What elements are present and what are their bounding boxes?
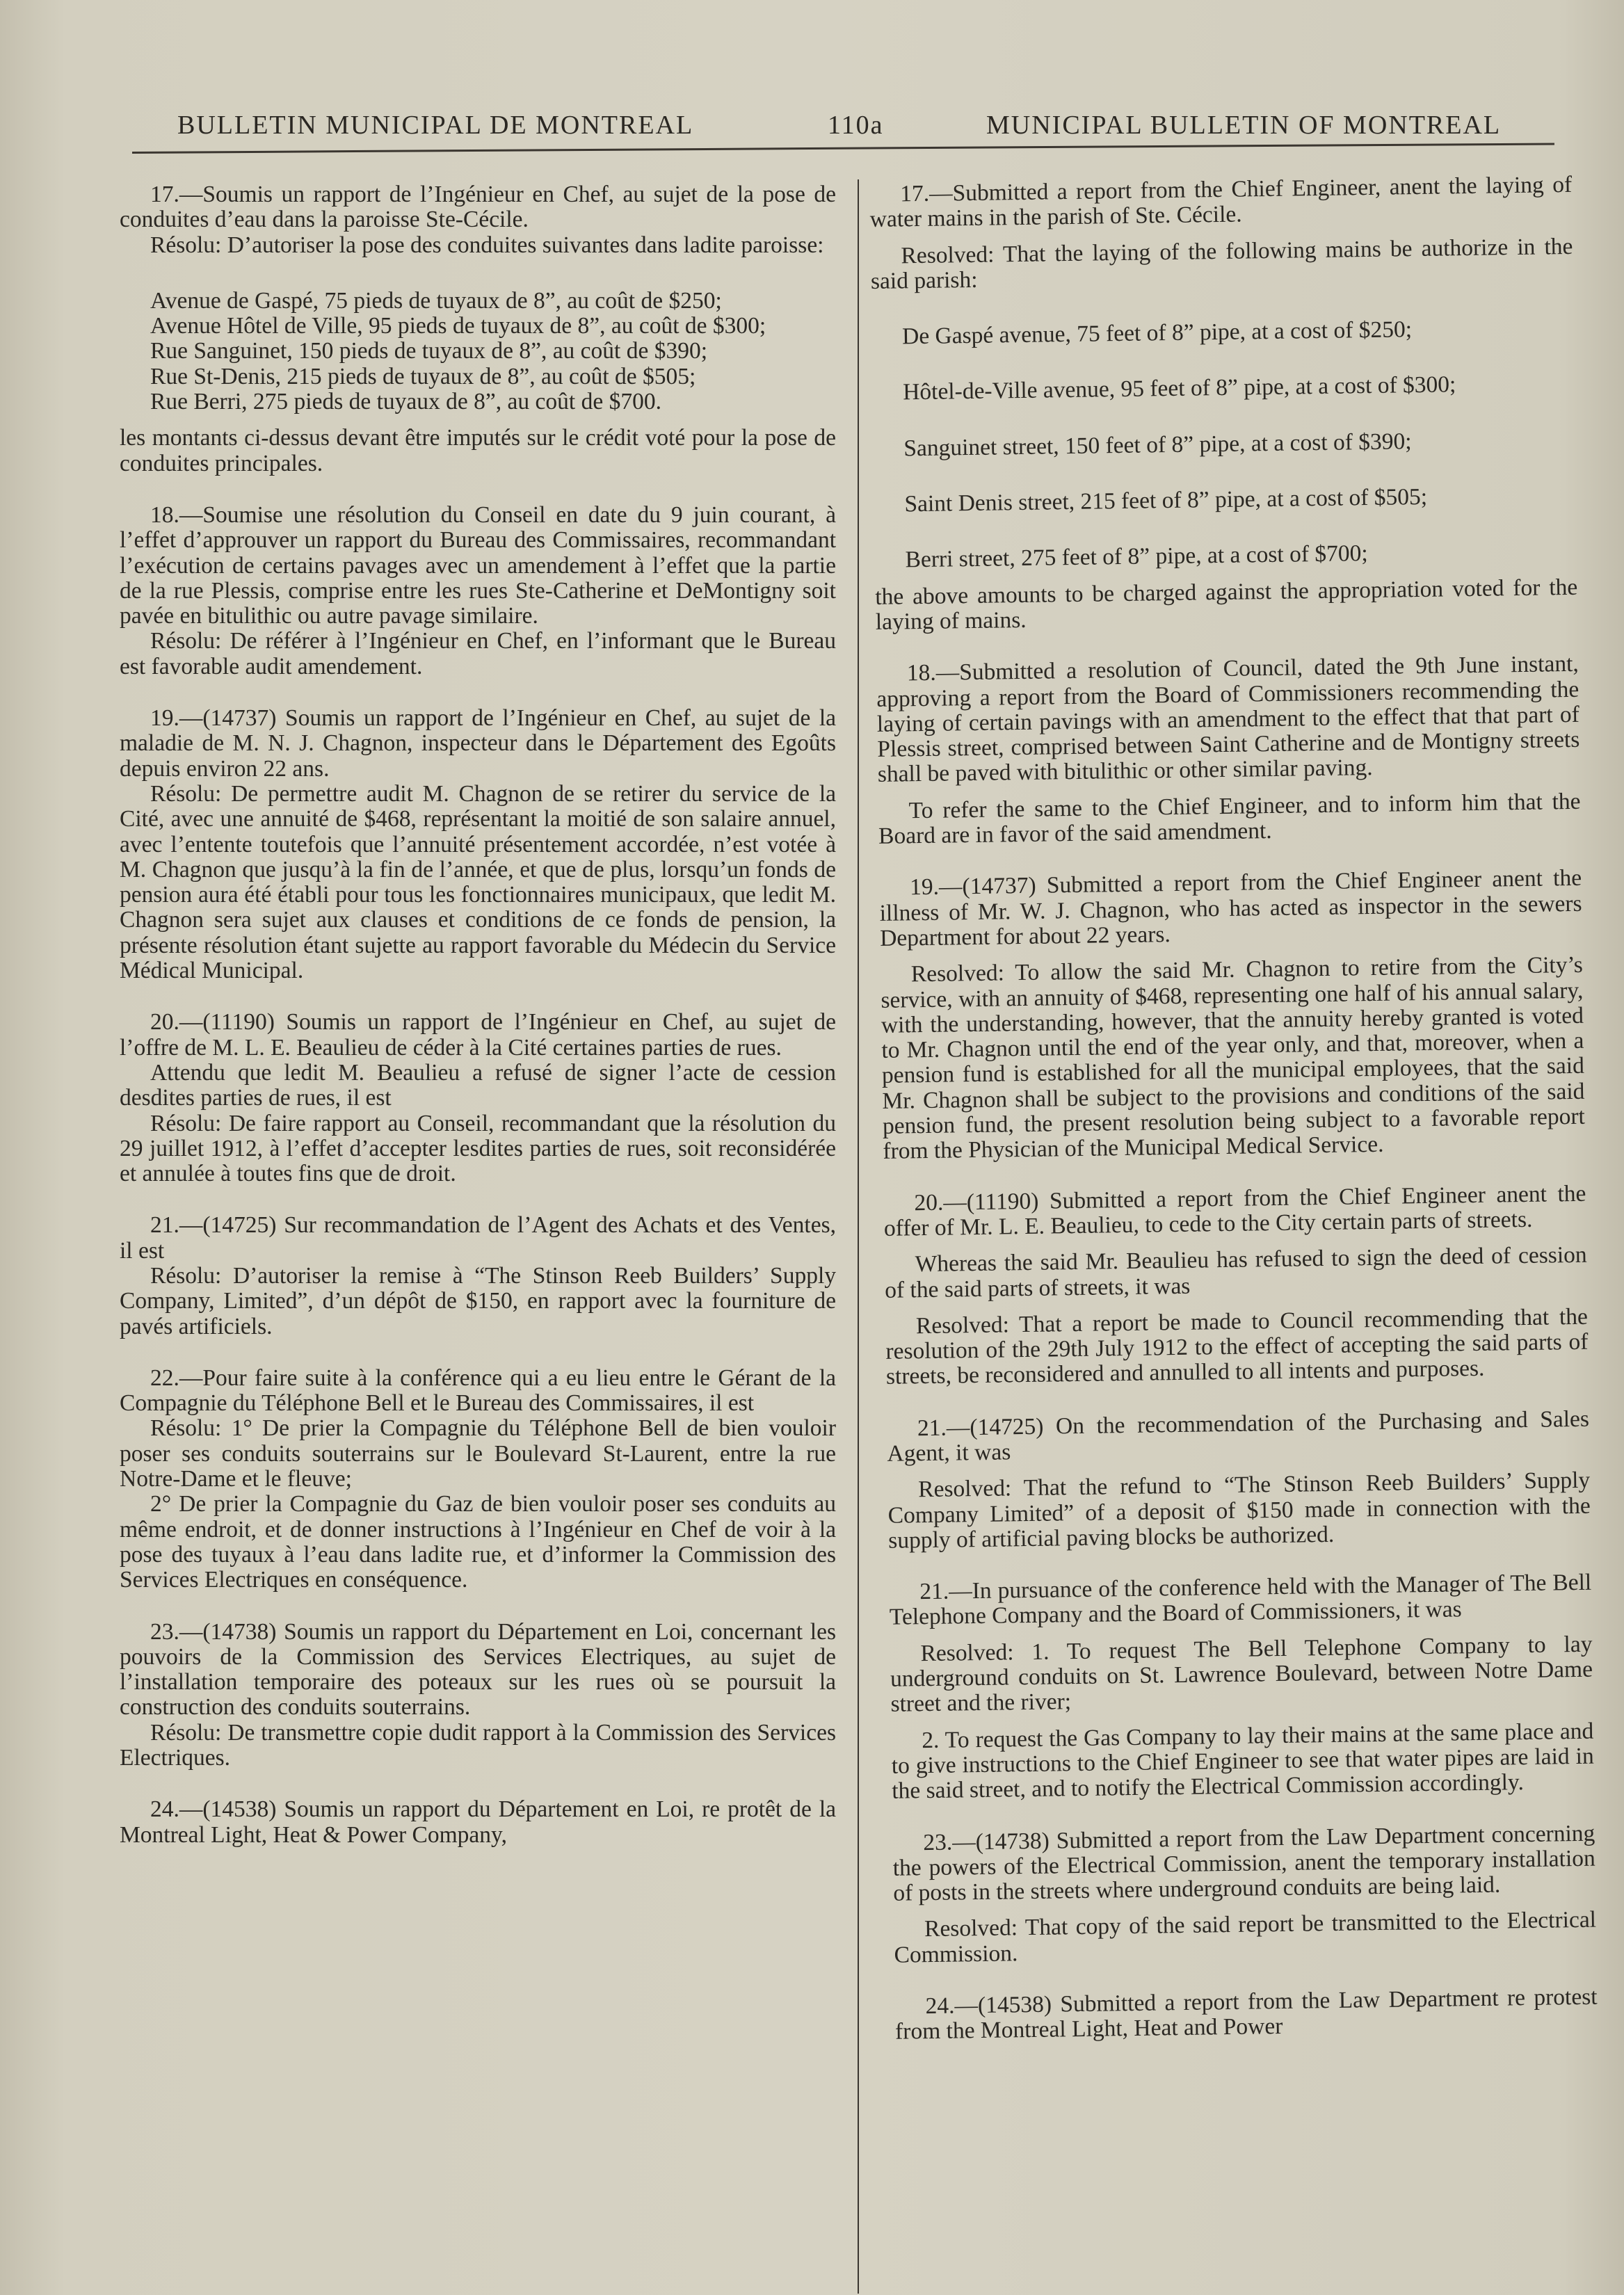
header-english-title: MUNICIPAL BULLETIN OF MONTREAL	[986, 111, 1502, 140]
item-20-whereas-en: Whereas the said Mr. Beaulieu has refused to sign the deed of cession of the said parts of streets, it was	[884, 1241, 1587, 1303]
item-22-en: 21.—In pursuance of the conference held with the Manager of The Bell Telephone Company and the Board of Commissioners, it was	[889, 1569, 1592, 1631]
column-divider	[858, 179, 859, 2294]
item-19-en: 19.—(14737) Submitted a report from the Chief Engineer anent the illness of Mr. W. J. Chagnon, who has acted as inspector in the sewers Department for about 22 years.	[879, 865, 1582, 951]
item-20-whereas-fr: Attendu que ledit M. Beaulieu a refusé de signer l’acte de cession desdites parties de rues, il est	[120, 1059, 836, 1111]
item-20-resolution-en: Resolved: That a report be made to Council recommending that the resolution of the 29th July 1912 to the effect of accepting the said parts of streets, be reconsidered and annulled to all intents and purposes.	[885, 1303, 1589, 1390]
main-item-en: Berri street, 275 feet of 8” pipe, at a cost of $700;	[905, 540, 1368, 573]
main-item-fr: Rue Berri, 275 pieds de tuyaux de 8”, au coût de $700.	[150, 389, 661, 415]
header-french-title: BULLETIN MUNICIPAL DE MONTREAL	[177, 111, 694, 140]
main-item-en: De Gaspé avenue, 75 feet of 8” pipe, at a cost of $250;	[901, 316, 1413, 350]
main-item-en: Hôtel-de-Ville avenue, 95 feet of 8” pipe, at a cost of $300;	[902, 371, 1456, 405]
item-21-resolution-fr: Résolu: D’autoriser la remise à “The Stinson Reeb Builders’ Supply Company, Limited”, d’un dépôt de $150, en rapport avec la fourniture de pavés artificiels.	[120, 1262, 836, 1339]
item-20-fr: 20.—(11190) Soumis un rapport de l’Ingénieur en Chef, au sujet de l’offre de M. L. E. Beaulieu de céder à la Cité certaines parties de rues.	[120, 1009, 836, 1061]
item-22-resolution-2-en: 2. To request the Gas Company to lay their mains at the same place and to give instructions to the Chief Engineer to see that water pipes are laid in the said street, and to notify the Electrical Commission accordingly.	[891, 1718, 1594, 1805]
main-item-en: Sanguinet street, 150 feet of 8” pipe, at a cost of $390;	[903, 428, 1412, 462]
main-item-en: Saint Denis street, 215 feet of 8” pipe, at a cost of $505;	[904, 483, 1428, 517]
french-column	[120, 182, 836, 1848]
item-23-fr: 23.—(14738) Soumis un rapport du Département en Loi, concernant les pouvoirs de la Commission des Services Electriques, au sujet de l’installation temporaire des poteaux sur les rues où se poursuit la construction des conduits souterrains.	[120, 1618, 836, 1721]
item-23-en: 23.—(14738) Submitted a report from the Law Department concerning the powers of the Electrical Commission, anent the temporary installation of posts in the streets where underground conduits are being laid.	[892, 1820, 1596, 1906]
item-18-resolution-fr: Résolu: De référer à l’Ingénieur en Chef, en l’informant que le Bureau est favorable audit amendement.	[120, 628, 836, 679]
item-21-en: 21.—(14725) On the recommendation of the Purchasing and Sales Agent, it was	[887, 1406, 1590, 1467]
item-20-resolution-fr: Résolu: De faire rapport au Conseil, recommandant que la résolution du 29 juillet 1912, à l’effet d’accepter lesdites parties de rues, soit reconsidérée et annulée à toutes fins que de droit.	[120, 1110, 836, 1187]
item-22-fr: 22.—Pour faire suite à la conférence qui a eu lieu entre le Gérant de la Compagnie du Téléphone Bell et le Bureau des Commissaires, il est	[120, 1364, 836, 1417]
item-18-en: 18.—Submitted a resolution of Council, dated the 9th June instant, approving a report from the Board of Commissioners recommending the laying of certain pavings with an amendment to the effect that that part of Plessis street, comprised between Saint Catherine and de Montigny streets shall be paved with bitulithic or other similar paving.	[876, 651, 1580, 788]
item-22-resolution-1-fr: Résolu: 1° De prier la Compagnie du Téléphone Bell de bien vouloir poser ses conduits souterrains sur le Boulevard St-Laurent, entre la rue Notre-Dame et le fleuve;	[120, 1415, 836, 1492]
main-item-fr: Avenue Hôtel de Ville, 95 pieds de tuyaux de 8”, au coût de $300;	[150, 313, 766, 339]
item-21-resolution-en: Resolved: That the refund to “The Stinson Reeb Builders’ Supply Company Limited” of a deposit of $150 made in connection with the supply of artificial paving blocks be authorized.	[887, 1467, 1591, 1554]
main-item-fr: Rue St-Denis, 215 pieds de tuyaux de 8”, au coût de $505;	[150, 363, 696, 389]
item-24-en: 24.—(14538) Submitted a report from the Law Department re protest from the Montreal Light, Heat and Power	[894, 1983, 1598, 2045]
item-19-fr: 19.—(14737) Soumis un rapport de l’Ingénieur en Chef, au sujet de la maladie de M. N. J. Chagnon, inspecteur dans le Département des Egoûts depuis environ 22 ans.	[120, 705, 836, 782]
item-17-fr: 17.—Soumis un rapport de l’Ingénieur en Chef, au sujet de la pose de conduites d’eau dans la paroisse Ste-Cécile.	[120, 182, 836, 233]
item-19-resolution-en: Resolved: To allow the said Mr. Chagnon to retire from the City’s service, with an annuity of $468, representing one half of his annual salary, with the understanding, however, that the annuity hereby granted is voted to Mr. Chagnon until the end of the year only, and that, moreover, when a pension fund is established for all the municipal employees, that the said Mr. Chagnon shall be subject to the provisions and conditions of the said pension fund, the present resolution being subject to a favorable report from the Physician of the Municipal Medical Service.	[881, 952, 1586, 1165]
item-22-resolution-2-fr: 2° De prier la Compagnie du Gaz de bien vouloir poser ses conduits au même endroit, et de donner instructions à l’Ingénieur en Chef de voir à la pose des tuyaux à l’eau dans ladite rue, et d’informer la Commission des Services Electriques en conséquence.	[120, 1491, 836, 1593]
main-item-fr: Avenue de Gaspé, 75 pieds de tuyaux de 8”, au coût de $250;	[150, 287, 722, 314]
main-item-fr: Rue Sanguinet, 150 pieds de tuyaux de 8”, au coût de $390;	[150, 338, 708, 364]
item-18-fr: 18.—Soumise une résolution du Conseil en date du 9 juin courant, à l’effet d’approuver un rapport du Bureau des Commissaires, recommandant l’exécution de certains pavages avec un amendement à l’effet que la partie de la rue Plessis, comprise entre les rues Ste-Catherine et DeMontigny soit pavée en bitulithic ou autre pavage similaire.	[120, 501, 836, 629]
item-22-resolution-1-en: Resolved: 1. To request The Bell Telephone Company to lay underground conduits on St. Lawrence Boulevard, between Notre Dame street and the river;	[890, 1631, 1593, 1718]
item-17-resolution-fr: Résolu: D’autoriser la pose des conduites suivantes dans ladite paroisse:	[150, 232, 824, 258]
item-17-end-fr: les montants ci-dessus devant être imputés sur le crédit voté pour la pose de conduites principales.	[120, 425, 836, 476]
item-23-resolution-en: Resolved: That copy of the said report be transmitted to the Electrical Commission.	[894, 1907, 1597, 1968]
item-17-en: 17.—Submitted a report from the Chief Engineer, anent the laying of water mains in the parish of Ste. Cécile.	[869, 171, 1573, 233]
item-20-en: 20.—(11190) Submitted a report from the Chief Engineer anent the offer of Mr. L. E. Beaulieu, to cede to the City certain parts of streets.	[883, 1180, 1586, 1241]
english-column	[869, 172, 1598, 2045]
item-17-end-en: the above amounts to be charged against the appropriation voted for the laying of mains.	[875, 574, 1578, 635]
item-19-resolution-fr: Résolu: De permettre audit M. Chagnon de se retirer du service de la Cité, avec une annuité de $468, représentant la moitié de son salaire annuel, avec l’entente toutefois que l’annuité présentement accordée, n’est votée à M. Chagnon que jusqu’à la fin de l’année, et que de plus, lorsqu’un fonds de pension aura été établi pour tous les fonctionnaires municipaux, que ledit M. Chagnon sera sujet aux clauses et conditions de ce fonds de pension, la présente résolution étant sujette au rapport favorable du Médecin du Service Médical Municipal.	[120, 780, 836, 984]
item-23-resolution-fr: Résolu: De transmettre copie dudit rapport à la Commission des Services Electriques.	[120, 1719, 836, 1771]
item-21-fr: 21.—(14725) Sur recommandation de l’Agent des Achats et des Ventes, il est	[120, 1212, 836, 1264]
page-number: 110a	[828, 111, 884, 140]
item-17-resolution-en: Resolved: That the laying of the following mains be authorize in the said parish:	[870, 233, 1573, 294]
item-24-fr: 24.—(14538) Soumis un rapport du Département en Loi, re protêt de la Montreal Light, Heat & Power Company,	[120, 1796, 836, 1848]
item-18-resolution-en: To refer the same to the Chief Engineer, and to inform him that the Board are in favor of the said amendment.	[878, 788, 1581, 849]
